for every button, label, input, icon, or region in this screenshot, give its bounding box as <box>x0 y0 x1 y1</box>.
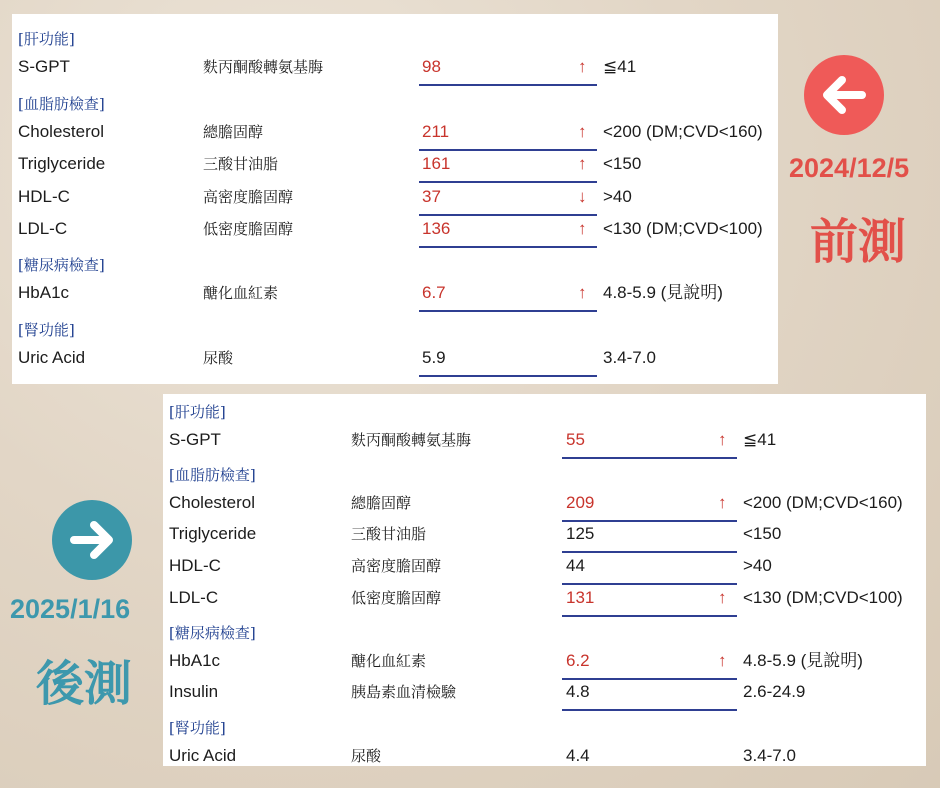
result-value: 209 <box>566 492 595 512</box>
arrow-up-icon: ↑ <box>718 429 727 449</box>
arrow-up-icon: ↑ <box>578 154 587 174</box>
section-row <box>163 397 926 429</box>
test-name-en: Uric Acid <box>18 348 86 367</box>
result-row <box>163 681 926 713</box>
section-heading: [血脂肪檢查] <box>169 466 256 485</box>
result-value: 98 <box>422 57 441 77</box>
test-name-zh: 低密度膽固醇 <box>203 219 294 238</box>
reference-range: 2.6-24.9 <box>743 682 806 702</box>
test-name-zh: 麩丙酮酸轉氨基脢 <box>351 430 472 449</box>
arrow-up-icon: ↑ <box>718 587 727 607</box>
arrow-left-icon <box>804 55 884 135</box>
test-name-en: HDL-C <box>18 186 70 206</box>
reference-range: <150 <box>603 154 642 174</box>
reference-range: <130 (DM;CVD<100) <box>603 218 763 238</box>
result-value: 55 <box>566 429 585 449</box>
result-row <box>12 218 778 250</box>
value-underline <box>562 709 737 711</box>
result-value: 44 <box>566 556 585 575</box>
reference-range: <150 <box>743 524 782 544</box>
result-value: 4.8 <box>566 682 590 702</box>
value-underline <box>419 149 597 151</box>
test-name-en: HbA1c <box>18 283 70 303</box>
result-value: 131 <box>566 587 595 607</box>
result-row <box>163 555 926 587</box>
value-underline <box>419 181 597 183</box>
test-name-zh: 總膽固醇 <box>351 493 412 512</box>
section-heading: [肝功能] <box>169 403 226 421</box>
result-value: 6.7 <box>422 283 446 303</box>
result-value: 6.2 <box>566 650 590 670</box>
result-row <box>12 282 778 314</box>
result-row <box>12 56 778 88</box>
arrow-up-icon: ↑ <box>578 283 587 303</box>
test-name-zh: 三酸甘油脂 <box>351 525 427 544</box>
value-underline <box>562 520 737 522</box>
section-row <box>12 315 778 347</box>
arrow-right-icon <box>52 500 132 580</box>
test-name-zh: 醣化血紅素 <box>351 651 427 670</box>
reference-range: 4.8-5.9 (見說明) <box>603 283 723 303</box>
section-row <box>12 24 778 56</box>
section-heading: [血脂肪檢查] <box>18 94 105 113</box>
section-row <box>163 460 926 492</box>
reference-range: <200 (DM;CVD<160) <box>743 492 903 512</box>
reference-range: >40 <box>603 186 632 206</box>
test-name-en: Uric Acid <box>169 745 237 765</box>
result-value: 211 <box>422 121 450 141</box>
test-name-zh: 高密度膽固醇 <box>203 187 294 206</box>
reference-range: 3.4-7.0 <box>743 745 796 765</box>
result-value: 125 <box>566 524 595 544</box>
result-row <box>163 429 926 461</box>
result-row <box>163 745 926 777</box>
result-value: 136 <box>422 218 451 238</box>
section-row <box>163 618 926 650</box>
test-name-en: Cholesterol <box>18 121 104 141</box>
result-row <box>163 492 926 524</box>
test-name-zh: 總膽固醇 <box>203 122 264 141</box>
section-row <box>12 250 778 282</box>
result-row <box>163 587 926 619</box>
test-name-en: Triglyceride <box>169 524 257 544</box>
before-label: 前測 <box>810 214 907 270</box>
reference-range: ≦41 <box>603 57 637 77</box>
lab-report-after <box>163 394 926 766</box>
test-name-en: HDL-C <box>169 556 221 575</box>
section-heading: [腎功能] <box>18 320 75 339</box>
result-value: 4.4 <box>566 745 590 765</box>
value-underline <box>419 375 597 377</box>
reference-range: >40 <box>743 556 772 575</box>
arrow-down-icon: ↓ <box>578 186 587 206</box>
reference-range: 3.4-7.0 <box>603 348 656 367</box>
result-row <box>12 153 778 185</box>
reference-range: <200 (DM;CVD<160) <box>603 121 763 141</box>
value-underline <box>419 84 597 86</box>
test-name-en: S-GPT <box>18 57 70 77</box>
result-value: 161 <box>422 154 451 174</box>
reference-range: ≦41 <box>743 429 777 449</box>
after-date: 2025/1/16 <box>10 594 131 624</box>
result-value: 5.9 <box>422 348 446 367</box>
test-name-en: Insulin <box>169 682 219 702</box>
reference-range: 4.8-5.9 (見說明) <box>743 650 863 670</box>
test-name-zh: 低密度膽固醇 <box>351 588 442 607</box>
section-heading: [腎功能] <box>169 719 226 737</box>
test-name-zh: 醣化血紅素 <box>203 284 279 303</box>
test-name-en: LDL-C <box>169 587 219 607</box>
value-underline <box>562 583 737 585</box>
result-row <box>12 347 778 379</box>
test-name-zh: 胰島素血清檢驗 <box>351 683 457 702</box>
section-heading: [肝功能] <box>18 30 75 48</box>
result-row <box>12 186 778 218</box>
arrow-up-icon: ↑ <box>718 492 727 512</box>
value-underline <box>419 214 597 216</box>
arrow-up-icon: ↑ <box>578 57 587 77</box>
value-underline <box>419 310 597 312</box>
test-name-en: HbA1c <box>169 650 221 670</box>
arrow-up-icon: ↑ <box>718 650 727 670</box>
result-row <box>163 650 926 682</box>
test-name-zh: 高密度膽固醇 <box>351 557 442 575</box>
before-date: 2024/12/5 <box>789 153 910 183</box>
value-underline <box>562 457 737 459</box>
arrow-up-icon: ↑ <box>578 121 587 141</box>
value-underline <box>562 615 737 617</box>
lab-report-before <box>12 14 778 384</box>
section-row <box>12 89 778 121</box>
test-name-zh: 麩丙酮酸轉氨基脢 <box>203 58 324 77</box>
section-heading: [糖尿病檢查] <box>169 624 256 643</box>
test-name-en: Triglyceride <box>18 154 106 174</box>
result-value: 37 <box>422 186 441 206</box>
arrow-up-icon: ↑ <box>578 218 587 238</box>
section-row <box>163 713 926 745</box>
after-label: 後測 <box>36 656 133 712</box>
value-underline <box>562 678 737 680</box>
test-name-en: LDL-C <box>18 218 68 238</box>
value-underline <box>419 246 597 248</box>
reference-range: <130 (DM;CVD<100) <box>743 587 903 607</box>
result-row <box>163 523 926 555</box>
test-name-zh: 尿酸 <box>203 349 234 367</box>
test-name-zh: 三酸甘油脂 <box>203 155 279 174</box>
result-row <box>12 121 778 153</box>
test-name-en: S-GPT <box>169 429 221 449</box>
value-underline <box>562 551 737 553</box>
test-name-zh: 尿酸 <box>351 746 382 765</box>
test-name-en: Cholesterol <box>169 492 255 512</box>
section-heading: [糖尿病檢查] <box>18 256 105 275</box>
